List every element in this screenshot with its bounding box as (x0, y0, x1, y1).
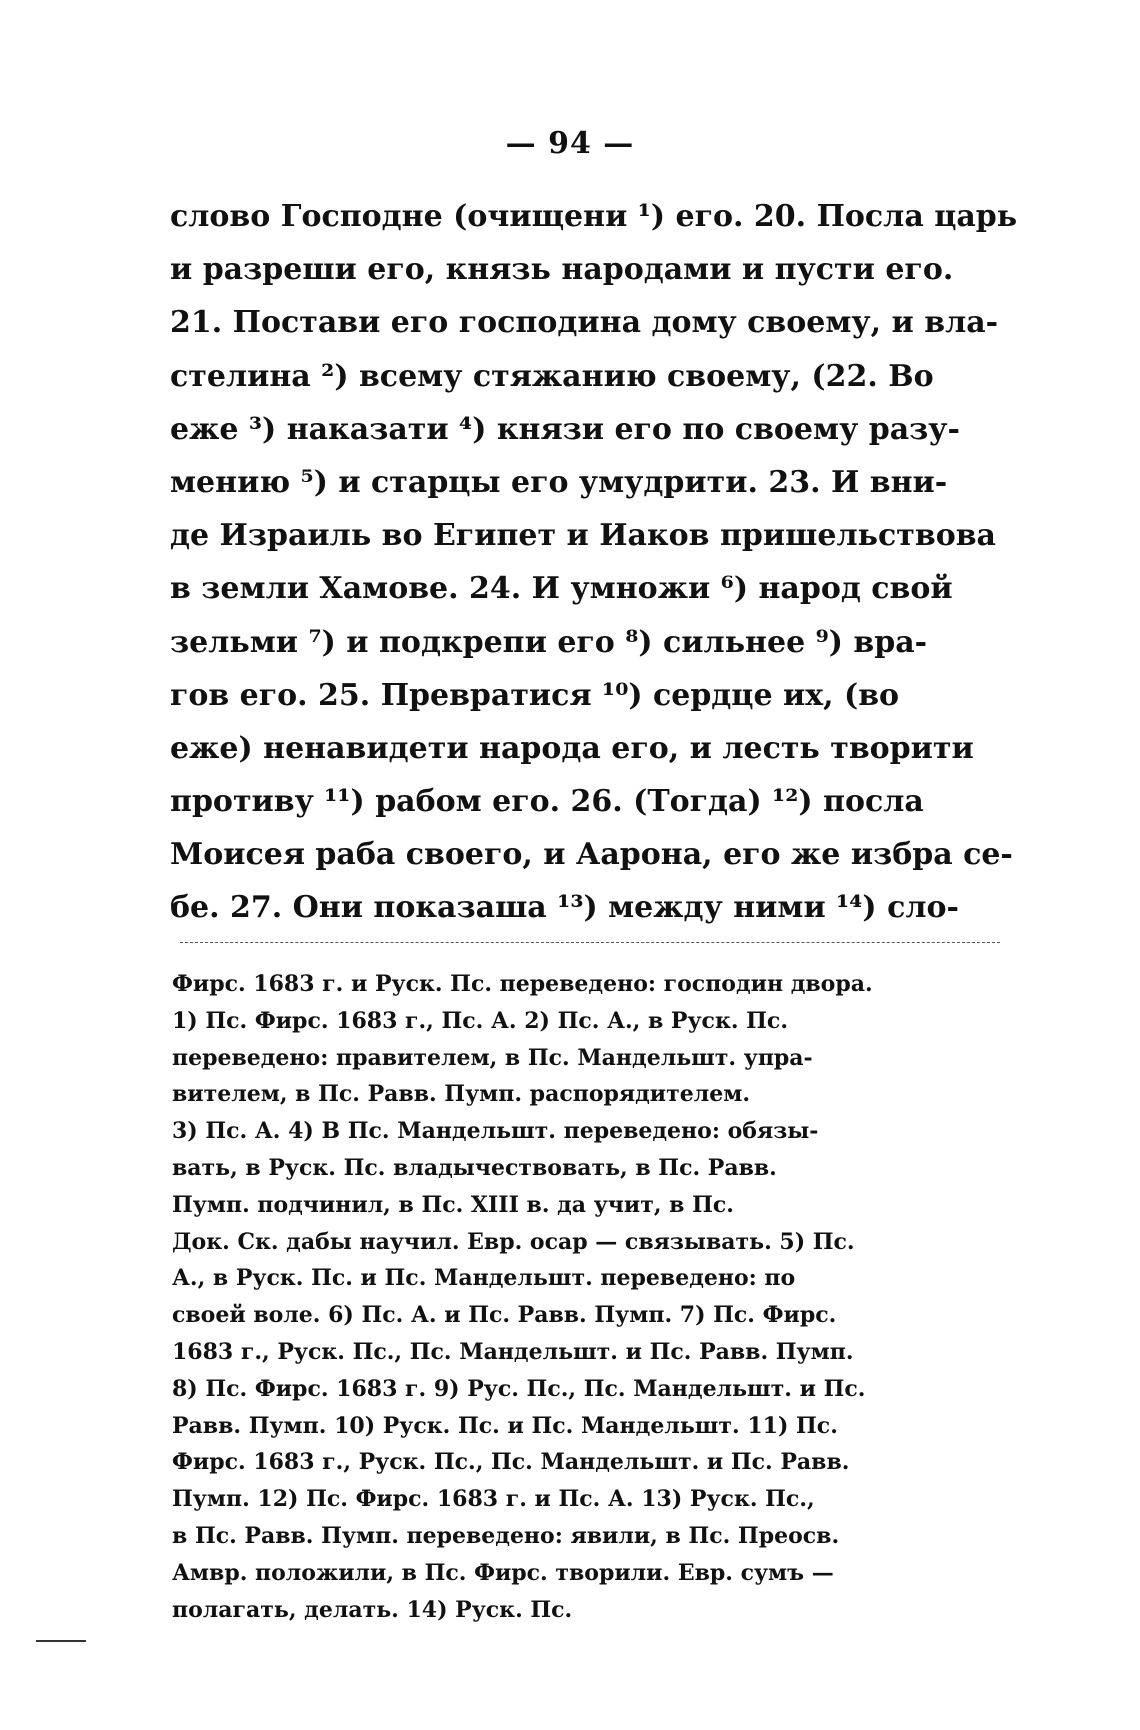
text-line: стелина ²) всему стяжанию своему, (22. Во (170, 358, 934, 394)
text-line: зельми ⁷) и подкрепи его ⁸) сильнее ⁹) вра- (170, 624, 928, 660)
footnote-line: А., в Руск. Пс. и Пс. Мандельшт. переведено: по (172, 1265, 796, 1292)
page-number: — 94 — (505, 126, 635, 161)
text-line: Моисея раба своего, и Аарона, его же избра се- (170, 837, 1013, 873)
text-line: еже ³) наказати ⁴) князи его по своему разу- (170, 411, 960, 447)
footnote-line: 1) Пс. Фирс. 1683 г., Пс. А. 2) Пс. А., в Руск. Пс. (172, 1007, 788, 1034)
text-line: еже) ненавидети народа его, и лесть творити (170, 730, 974, 766)
main-text (170, 190, 1030, 935)
text-line: и разреши его, князь народами и пусти его. (170, 252, 954, 288)
footnote-line: Док. Ск. дабы научил. Евр. осар — связывать. 5) Пс. (172, 1228, 855, 1255)
footnote-line: Фирс. 1683 г., Руск. Пс., Пс. Мандельшт. и Пс. Равв. (172, 1449, 850, 1476)
footnote-line: 3) Пс. А. 4) В Пс. Мандельшт. переведено: обязы- (172, 1118, 819, 1145)
footnote-line: Пумп. 12) Пс. Фирс. 1683 г. и Пс. А. 13) Руск. Пс., (172, 1486, 815, 1513)
footnote-line: Фирс. 1683 г. и Руск. Пс. переведено: господин двора. (172, 971, 873, 997)
footnote-line: Пумп. подчинил, в Пс. XIII в. да учит, в Пс. (172, 1191, 734, 1218)
footnote-line: 1683 г., Руск. Пс., Пс. Мандельшт. и Пс. Равв. Пумп. (172, 1338, 854, 1365)
text-line: гов его. 25. Превратися ¹⁰) сердце их, (во (170, 677, 900, 713)
margin-mark (36, 1640, 86, 1642)
footnote-line: Амвр. положили, в Пс. Фирс. творили. Евр. сумъ — (172, 1559, 834, 1586)
footnote-line: Равв. Пумп. 10) Руск. Пс. и Пс. Мандельшт. 11) Пс. (172, 1412, 838, 1439)
footnote-divider (180, 942, 1000, 943)
footnote-line: 8) Пс. Фирс. 1683 г. 9) Рус. Пс., Пс. Мандельшт. и Пс. (172, 1375, 866, 1402)
text-line: де Израиль во Египет и Иаков пришельствова (170, 518, 996, 554)
footnote-line: своей воле. 6) Пс. А. и Пс. Равв. Пумп. 7) Пс. Фирс. (172, 1302, 837, 1329)
footnote-line: в Пс. Равв. Пумп. переведено: явили, в Пс. Преосв. (172, 1522, 840, 1549)
footnote-line: вать, в Руск. Пс. владычествовать, в Пс. Равв. (172, 1154, 777, 1181)
footnote-line: переведено: правителем, в Пс. Мандельшт. упра- (172, 1044, 813, 1071)
footnotes (172, 966, 1032, 1628)
text-line: 21. Постави его господина дому своему, и вла- (170, 305, 999, 341)
text-line: в земли Хамове. 24. И умножи ⁶) народ свой (170, 571, 953, 607)
text-line: бе. 27. Они показаша ¹³) между ними ¹⁴) сло- (170, 890, 959, 926)
footnote-line: полагать, делать. 14) Руск. Пс. (172, 1596, 573, 1623)
text-line: мению ⁵) и старцы его умудрити. 23. И вни- (170, 464, 948, 500)
text-line: противу ¹¹) рабом его. 26. (Тогда) ¹²) посла (170, 784, 924, 820)
footnote-line: вителем, в Пс. Равв. Пумп. распорядителем. (172, 1081, 751, 1108)
text-line: слово Господне (очищени ¹) его. 20. Посла царь (170, 199, 1018, 234)
